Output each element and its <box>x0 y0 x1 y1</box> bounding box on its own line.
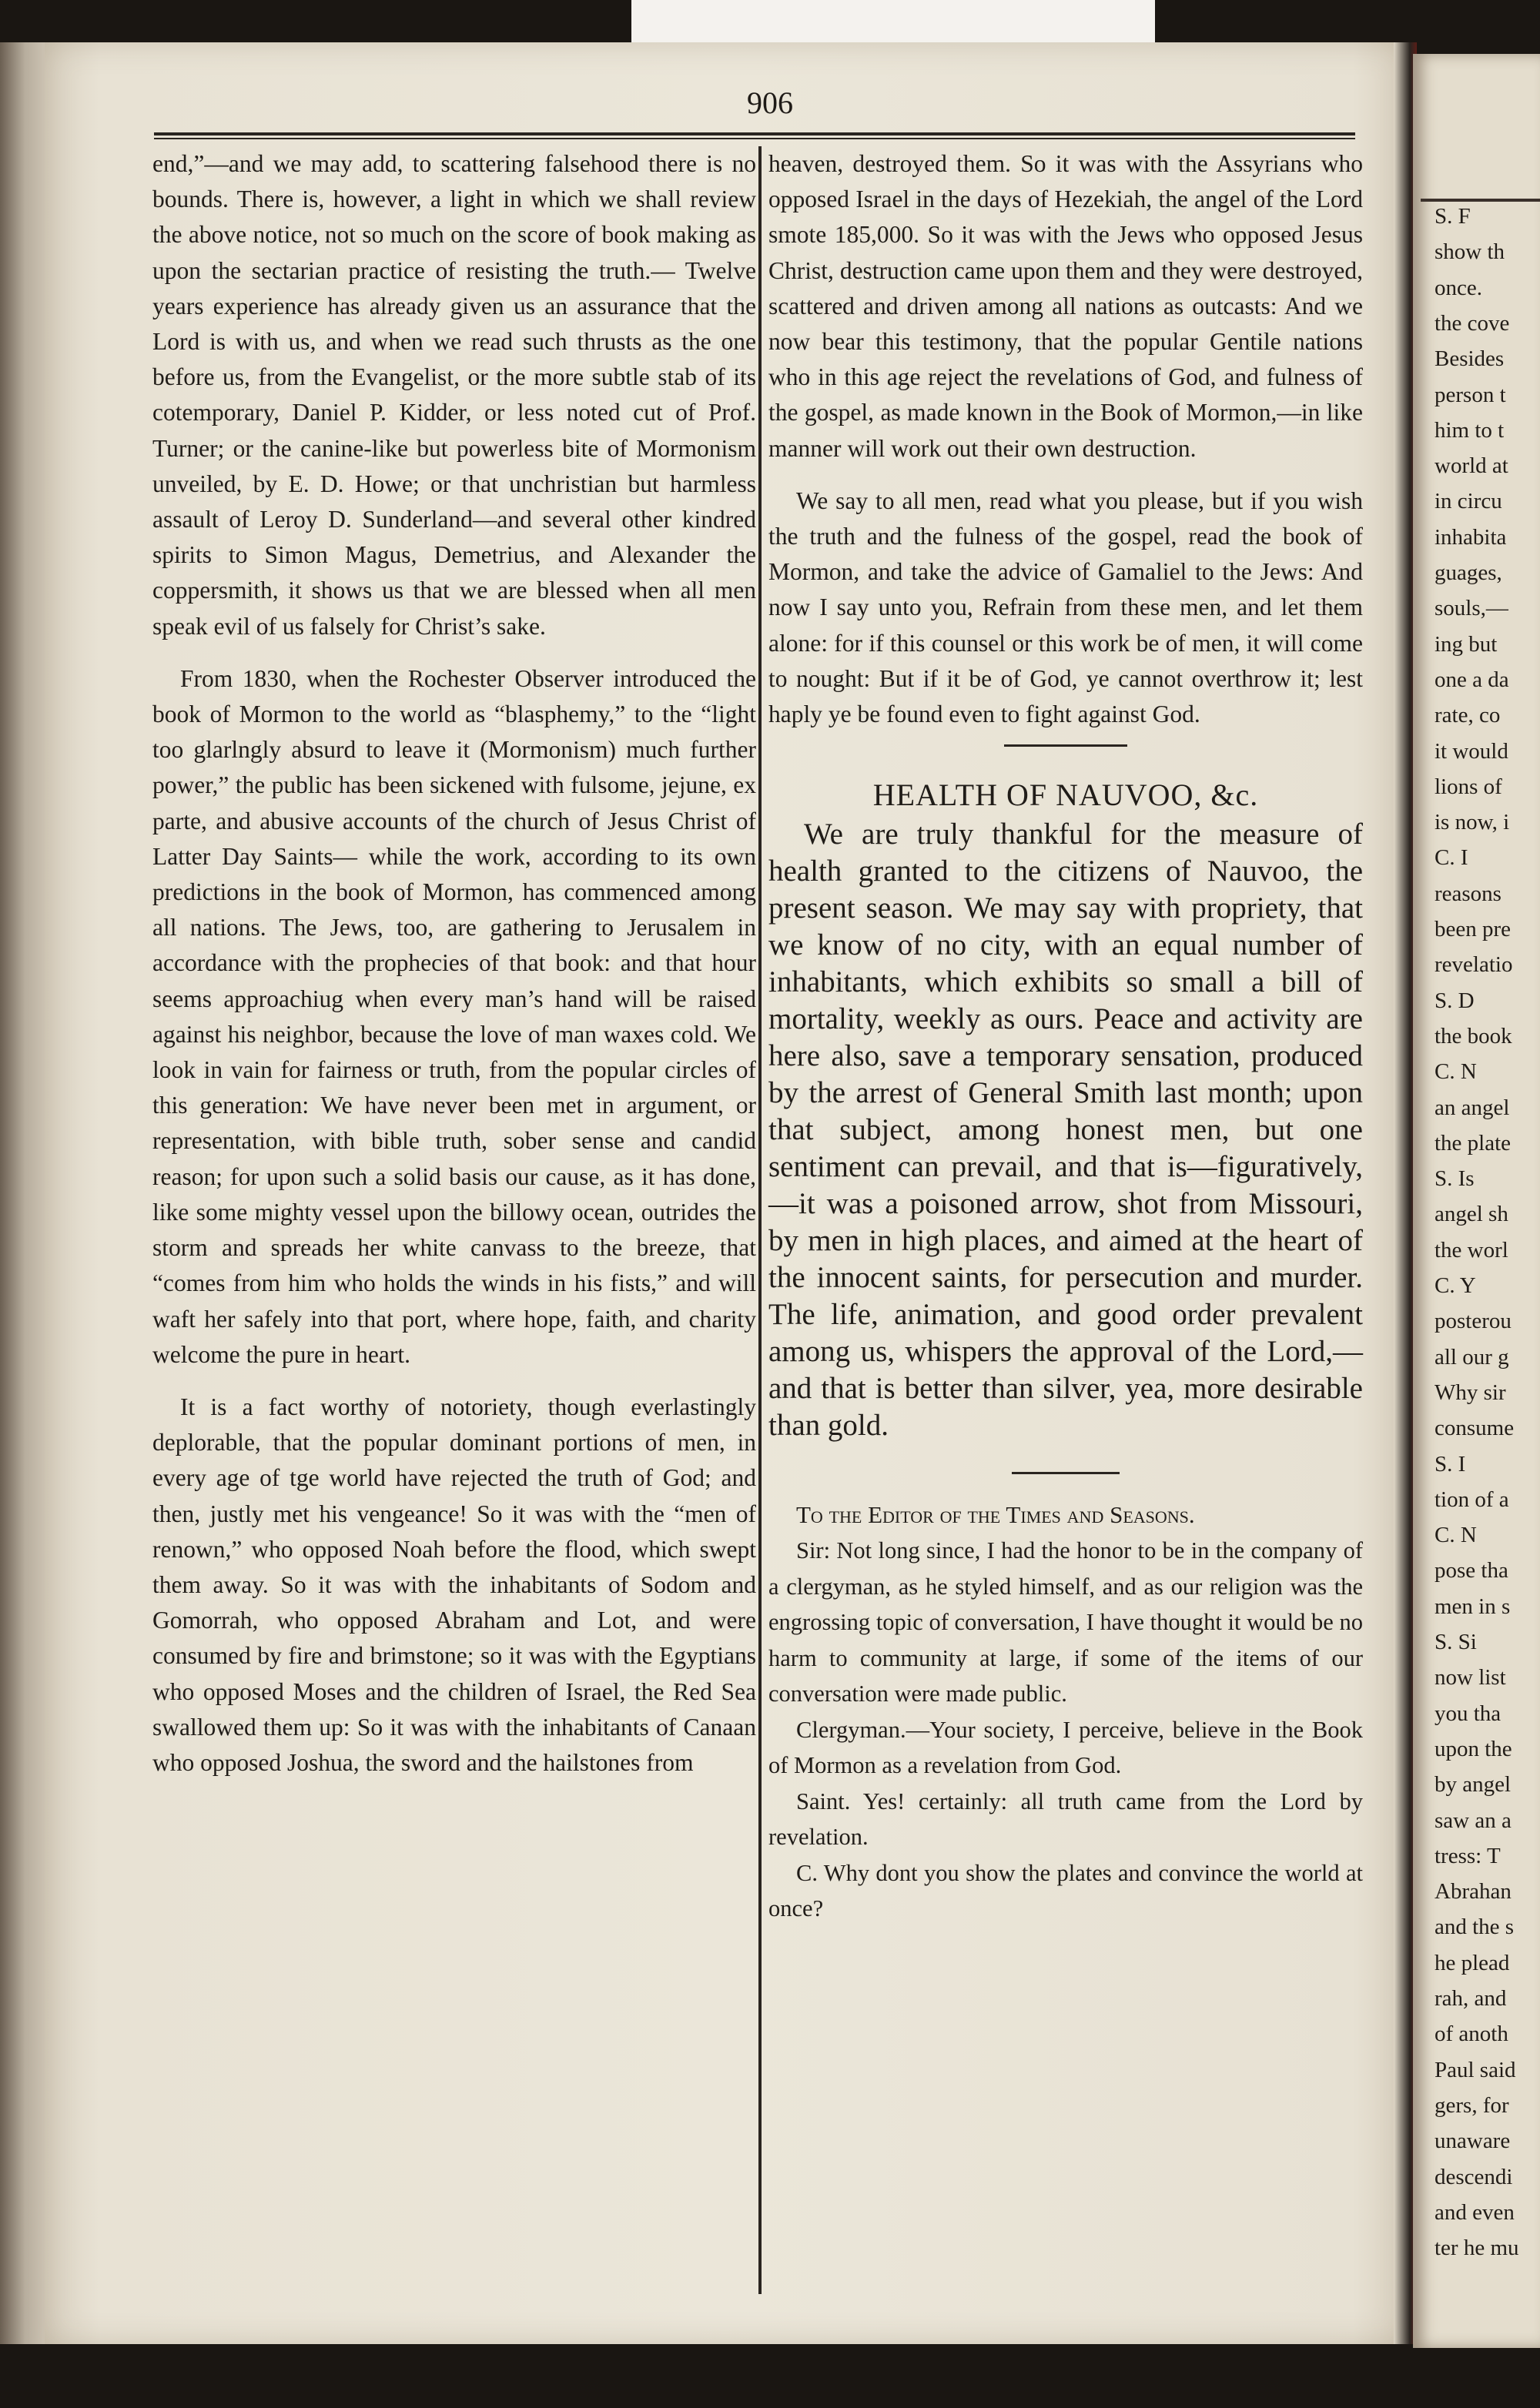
next-page-line: he plead <box>1435 1950 1510 1975</box>
next-page-line: tress: T <box>1435 1843 1501 1868</box>
next-page-line: it would <box>1435 738 1508 764</box>
header-double-rule <box>154 132 1355 139</box>
next-page-rule <box>1421 199 1540 202</box>
next-page-line: saw an a <box>1435 1808 1512 1833</box>
next-page-line: ter he mu <box>1435 2236 1519 2261</box>
letter-heading: To the Editor of the Times and Seasons. <box>796 1501 1195 1529</box>
next-page-line: him to t <box>1435 417 1505 443</box>
next-page-line: rate, co <box>1435 703 1501 728</box>
letter-paragraph: Saint. Yes! certainly: all truth came from the Lord by revelation. <box>768 1788 1363 1851</box>
column-divider <box>758 146 762 2294</box>
next-page-fragment <box>1413 54 1540 2348</box>
next-page-line: S. F <box>1435 204 1471 229</box>
next-page-line: souls,— <box>1435 596 1508 621</box>
next-page-line: Besides <box>1435 346 1505 372</box>
next-page-line: reasons <box>1435 881 1502 906</box>
next-page-line: one a da <box>1435 667 1509 692</box>
next-page-line: S. Si <box>1435 1630 1477 1654</box>
next-page-line: ing but <box>1435 631 1498 657</box>
next-page-line: C. I <box>1435 845 1468 871</box>
next-page-line: posterou <box>1435 1309 1512 1334</box>
next-page-line: is now, i <box>1435 810 1510 835</box>
health-paragraph: We are truly thankful for the measure of health granted to the citizens of Nauvoo, the present season. We may say with propriety, that we know of no city, with an equal number of inhabitants, which exhibits so small a bill of mortality, weekly as ours. Peace and activity are here also, save a temporary sensation, produced by the arrest of General Smith last month; upon that subject, among honest men, but one sentiment can prevail, and that is—figuratively,—it was a poisoned arrow, shot from Missouri, by men in high places, and aimed at the heart of the innocent saints, for persecution and murder. The life, animation, and good order prevalent among us, whispers the approval of the Lord,—and that is better than silver, yea, more desirable than gold. <box>768 818 1363 1443</box>
next-page-line: the cove <box>1435 310 1510 336</box>
next-page-line: the worl <box>1435 1237 1508 1263</box>
next-page-line: lions of <box>1435 774 1502 799</box>
next-page-line: rah, and <box>1435 1986 1507 2011</box>
next-page-line: consume <box>1435 1416 1515 1441</box>
next-page-line: and even <box>1435 2199 1515 2225</box>
section-heading: HEALTH OF NAUVOO, &c. <box>872 778 1259 813</box>
next-page-line: show th <box>1435 239 1505 265</box>
next-page-line: of anoth <box>1435 2022 1508 2047</box>
next-page-line: S. D <box>1435 988 1475 1013</box>
top-background-strip <box>631 0 1155 42</box>
next-page-line: the plate <box>1435 1130 1512 1156</box>
right-column <box>768 146 1363 1927</box>
article-paragraph: From 1830, when the Rochester Observer introduced the book of Mormon to the world as “blasphemy,” to the “light too glarlngly absurd to leave it (Mormonism) much further power,” the public has been sickened with fulsome, jejune, ex parte, and abusive accounts of the church of Jesus Christ of Latter Day Saints— while the work, according to its own predictions in the book of Mormon, has commenced among all nations. The Jews, too, are gathering to Jerusalem in accordance with the prophecies of that book: and that hour seems approachiug when every man’s hand will be raised against his neighbor, because the love of man waxes cold. We look in vain for fairness or truth, from the popular circles of this generation: We have never been met in argument, or representation, with bible truth, sober sense and candid reason; for upon such a solid basis our cause, as it has done, like some mighty vessel upon the billowy ocean, outrides the storm and spreads her white canvass to the breeze, that “comes from him who holds the winds in his fists,” and will waft her safely into that port, where hope, faith, and charity welcome the pure in heart. <box>152 664 756 1368</box>
article-paragraph: We say to all men, read what you please, but if you wish the truth and the fulness of the gospel, read the book of Mormon, and take the advice of Gamaliel to the Jews: And now I say unto you, Refrain from these men, and let them alone: for if this counsel or this work be of men, it will come to nought: But if it be of God, ye cannot overthrow it; lest haply ye be found even to fight against God. <box>768 487 1363 728</box>
page-number: 906 <box>747 85 793 120</box>
left-column <box>152 146 756 1781</box>
article-paragraph: It is a fact worthy of notoriety, though everlastingly deplorable, that the popular dominant portions of men, in every age of tge world have rejected the truth of God; and then, justly met his vengeance! So it was with the “men of renown,” who opposed Noah before the flood, which swept them away. So it was with the inhabitants of Sodom and Gomorrah, who opposed Abraham and Lot, and were consumed by fire and brimstone; so it was with the Egyptians who opposed Moses and the children of Israel, the Red Sea swallowed them up: So it was with the inhabitants of Canaan who opposed Joshua, the sword and the hailstones from <box>152 1393 756 1776</box>
article-paragraph: heaven, destroyed them. So it was with the Assyrians who opposed Israel in the days of Hezekiah, the angel of the Lord smote 185,000. So it was with the Jews who opposed Jesus Christ, destruction came upon them and they were destroyed, scattered and driven among all nations as outcasts: And we now bear this testimony, that the popular Gentile nations who in this age reject the revelations of God, and fulness of the gospel, as made known in the Book of Mormon,—in like manner will work out their own destruction. <box>768 150 1363 462</box>
next-page-line: pose tha <box>1435 1558 1508 1584</box>
next-page-line: C. N <box>1435 1059 1477 1085</box>
next-page-line: now list <box>1435 1665 1506 1691</box>
next-page-line: angel sh <box>1435 1202 1508 1227</box>
next-page-line: the book <box>1435 1023 1512 1048</box>
letter-paragraph: C. Why dont you show the plates and convince the world at once? <box>768 1859 1363 1922</box>
next-page-line: all our g <box>1435 1344 1509 1370</box>
next-page-line: world at <box>1435 453 1508 479</box>
next-page-line: you tha <box>1435 1701 1502 1726</box>
section-rule <box>1012 1472 1120 1474</box>
next-page-line: upon the <box>1435 1736 1512 1761</box>
letter-paragraph: Clergyman.—Your society, I perceive, believe in the Book of Mormon as a revelation from God. <box>768 1716 1363 1779</box>
next-page-line: C. Y <box>1435 1273 1476 1298</box>
next-page-line: and the s <box>1435 1915 1515 1940</box>
next-page-line: an angel <box>1435 1095 1510 1120</box>
next-page-line: C. N <box>1435 1523 1477 1548</box>
article-paragraph: end,”—and we may add, to scattering falsehood there is no bounds. There is, however, a light in which we shall review the above notice, not so much on the score of book making as upon the sectarian practice of resisting the truth.— Twelve years experience has already given us an assurance that the Lord is with us, and when we read such thrusts as the one before us, from the Evangelist, or the more subtle stab of its cotemporary, Daniel P. Kidder, or less noted cut of Prof. Turner; or the canine-like but powerless bite of Mormonism unveiled, by E. D. Howe; or that unchristian but harmless assault of Leroy D. Sunderland—and several other kindred spirits to Simon Magus, Demetrius, and Alexander the coppersmith, it shows us that we are blessed when all men speak evil of us falsely for Christ’s sake. <box>152 150 756 640</box>
next-page-line: descendi <box>1435 2164 1513 2189</box>
next-page-line: revelatio <box>1435 952 1513 978</box>
next-page-line: tion of a <box>1435 1487 1509 1512</box>
next-page-line: been pre <box>1435 917 1512 941</box>
next-page-line: guages, <box>1435 560 1502 585</box>
letter-paragraph: Sir: Not long since, I had the honor to be in the company of a clergyman, as he styled himself, and as our religion was the engrossing topic of conversation, I have thought it would be no harm to community at large, if some of the items of our conversation were made public. <box>768 1537 1363 1707</box>
next-page-line: person t <box>1435 382 1506 407</box>
next-page-line: unaware <box>1435 2129 1511 2154</box>
next-page-line: men in s <box>1435 1594 1511 1619</box>
next-page-line: once. <box>1435 275 1482 300</box>
next-page-line: inhabita <box>1435 524 1507 550</box>
next-page-line: in circu <box>1435 489 1502 514</box>
next-page-line: Abrahan <box>1435 1879 1512 1905</box>
next-page-line: Why sir <box>1435 1380 1506 1405</box>
next-page-line: by angel <box>1435 1772 1512 1798</box>
section-rule <box>1004 744 1127 747</box>
next-page-line: gers, for <box>1435 2092 1509 2118</box>
next-page-line: S. Is <box>1435 1166 1475 1192</box>
next-page-line: S. I <box>1435 1451 1466 1477</box>
next-page-line: Paul said <box>1435 2057 1516 2082</box>
